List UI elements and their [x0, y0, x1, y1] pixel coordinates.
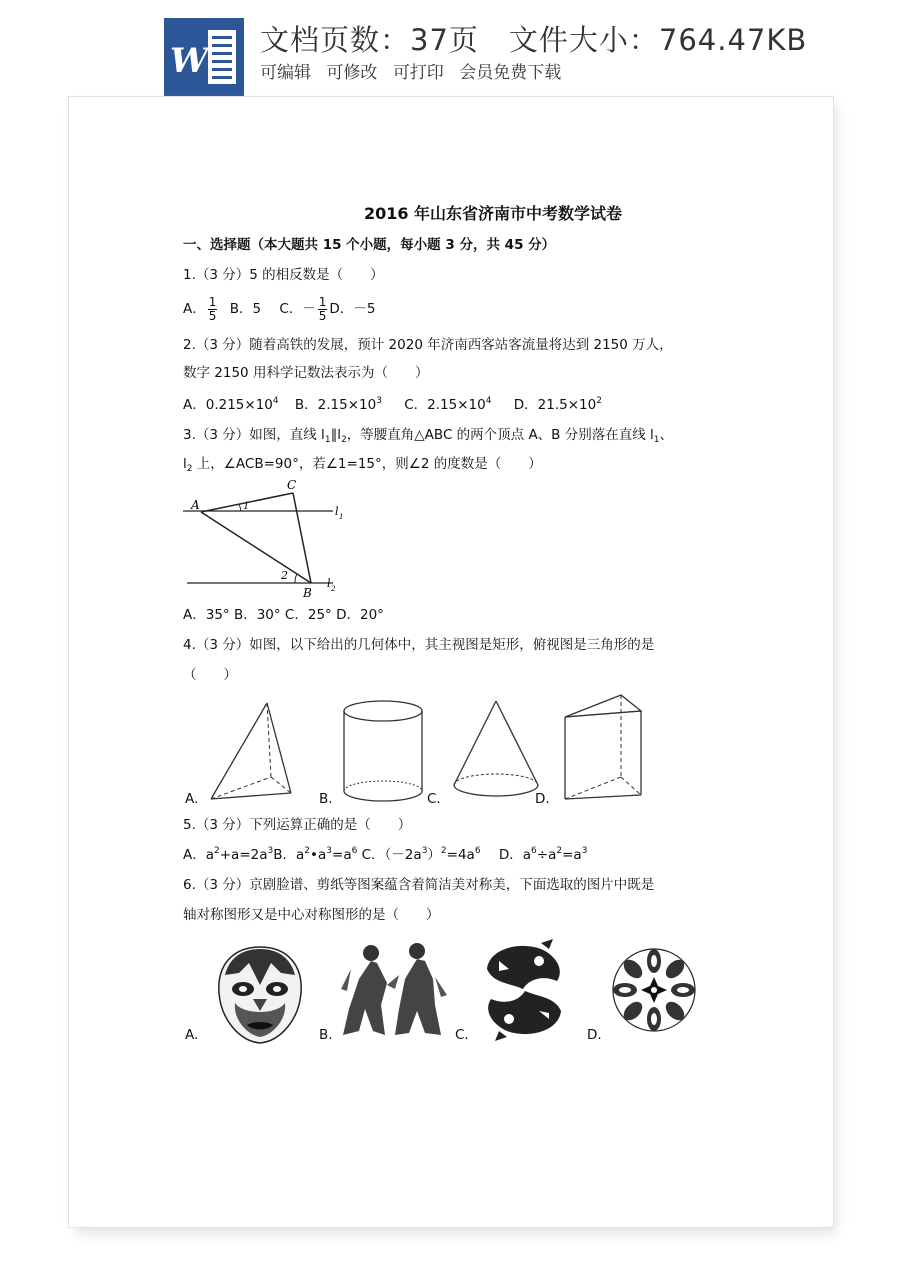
feature-list: [260, 58, 571, 83]
q4-label-a: A.: [185, 791, 199, 807]
svg-text:W: W: [170, 41, 209, 81]
label-l2: l: [327, 577, 331, 590]
question-2-line-2: 数字 2150 用科学记数法表示为（ ）: [183, 365, 429, 381]
question-1: 1.（3 分）5 的相反数是（ ）: [183, 267, 384, 283]
cone-icon: [451, 697, 541, 801]
cylinder-icon: [341, 697, 427, 807]
word-doc-icon: [164, 18, 244, 96]
document-page: [68, 96, 834, 1228]
feature-printable: 可打印: [392, 63, 444, 83]
question-5-options: A．$a^2+a=2a^3B$．$a^2•a^3=a^6$ C．$(-2a^3)^2=4a^6$ D．$a^6\div a^2=a^3$: [183, 846, 588, 863]
fish-papercut-icon: [479, 939, 569, 1041]
q4-label-b: B.: [319, 791, 333, 807]
question-1-options: A． $\frac{1}{5}$ B．5 C．－ $\frac{1}{5}$ D．－5: [183, 294, 376, 323]
question-4-line-2: （ ）: [183, 667, 237, 683]
question-3-line-2: $l_2$ 上，∠ACB=90°，若∠1=15°，则∠2 的度数是（ ）: [183, 456, 542, 474]
page-count: 文档页数：37页: [260, 23, 479, 57]
question-6-line-2: 轴对称图形又是中心对称图形的是（ ）: [183, 907, 440, 923]
q6-label-c: C.: [455, 1027, 469, 1043]
section-heading: 一、选择题（本大题共 15 个小题，每小题 3 分，共 45 分）: [183, 237, 556, 253]
parallel-lines-triangle-figure: [183, 479, 353, 599]
opera-mask-icon: [213, 945, 307, 1045]
feature-member-download: 会员免费下载: [459, 63, 562, 83]
q4-label-d: D.: [535, 791, 550, 807]
question-6-line-1: 6.（3 分）京剧脸谱、剪纸等图案蕴含着简洁美对称美，下面选取的图片中既是: [183, 877, 655, 893]
q6-label-d: D.: [587, 1027, 602, 1043]
feature-editable: 可编辑: [260, 63, 311, 83]
label-a: A: [191, 498, 200, 512]
document-info-header: [0, 0, 900, 96]
snowflake-pattern-icon: [611, 947, 697, 1033]
angle-1: 1: [243, 501, 250, 512]
q6-label-b: B.: [319, 1027, 333, 1043]
question-3-line-1: 3.（3 分）如图，直线 $l_1\parallel l_2$，等腰直角△ABC 的两个顶点 A、B 分别落在直线 $l_1$、: [183, 427, 674, 445]
question-2-options: A．$0.215\times 10^4$ B．$2.15\times 10^3$ C．$2.15\times 10^4$ D．$21.5\times 10^2$: [183, 396, 602, 413]
pyramid-icon: [207, 697, 297, 803]
question-3-options: A．35° B．30° C．25° D．20°: [183, 607, 384, 623]
label-l1: l: [335, 505, 339, 518]
label-c: C: [287, 479, 297, 492]
exam-title: 2016 年山东省济南市中考数学试卷: [363, 204, 623, 223]
label-b: B: [303, 586, 312, 599]
triangular-prism-icon: [561, 691, 645, 805]
question-2-line-1: 2.（3 分）随着高铁的发展，预计 2020 年济南西客站客流量将达到 2150 万人，: [183, 337, 673, 353]
question-5: 5.（3 分）下列运算正确的是（ ）: [183, 817, 412, 833]
feature-modifiable: 可修改: [326, 63, 378, 83]
q6-label-a: A.: [185, 1027, 199, 1043]
label-l2-sub: 2: [331, 585, 336, 593]
paper-cut-figures-icon: [339, 939, 449, 1039]
document-meta: [260, 18, 807, 59]
question-4-line-1: 4.（3 分）如图，以下给出的几何体中，其主视图是矩形，俯视图是三角形的是: [183, 637, 655, 653]
file-size: 文件大小：764.47KB: [508, 23, 808, 57]
label-l1-sub: 1: [339, 513, 344, 521]
q4-label-c: C.: [427, 791, 441, 807]
angle-2: 2: [281, 569, 288, 582]
